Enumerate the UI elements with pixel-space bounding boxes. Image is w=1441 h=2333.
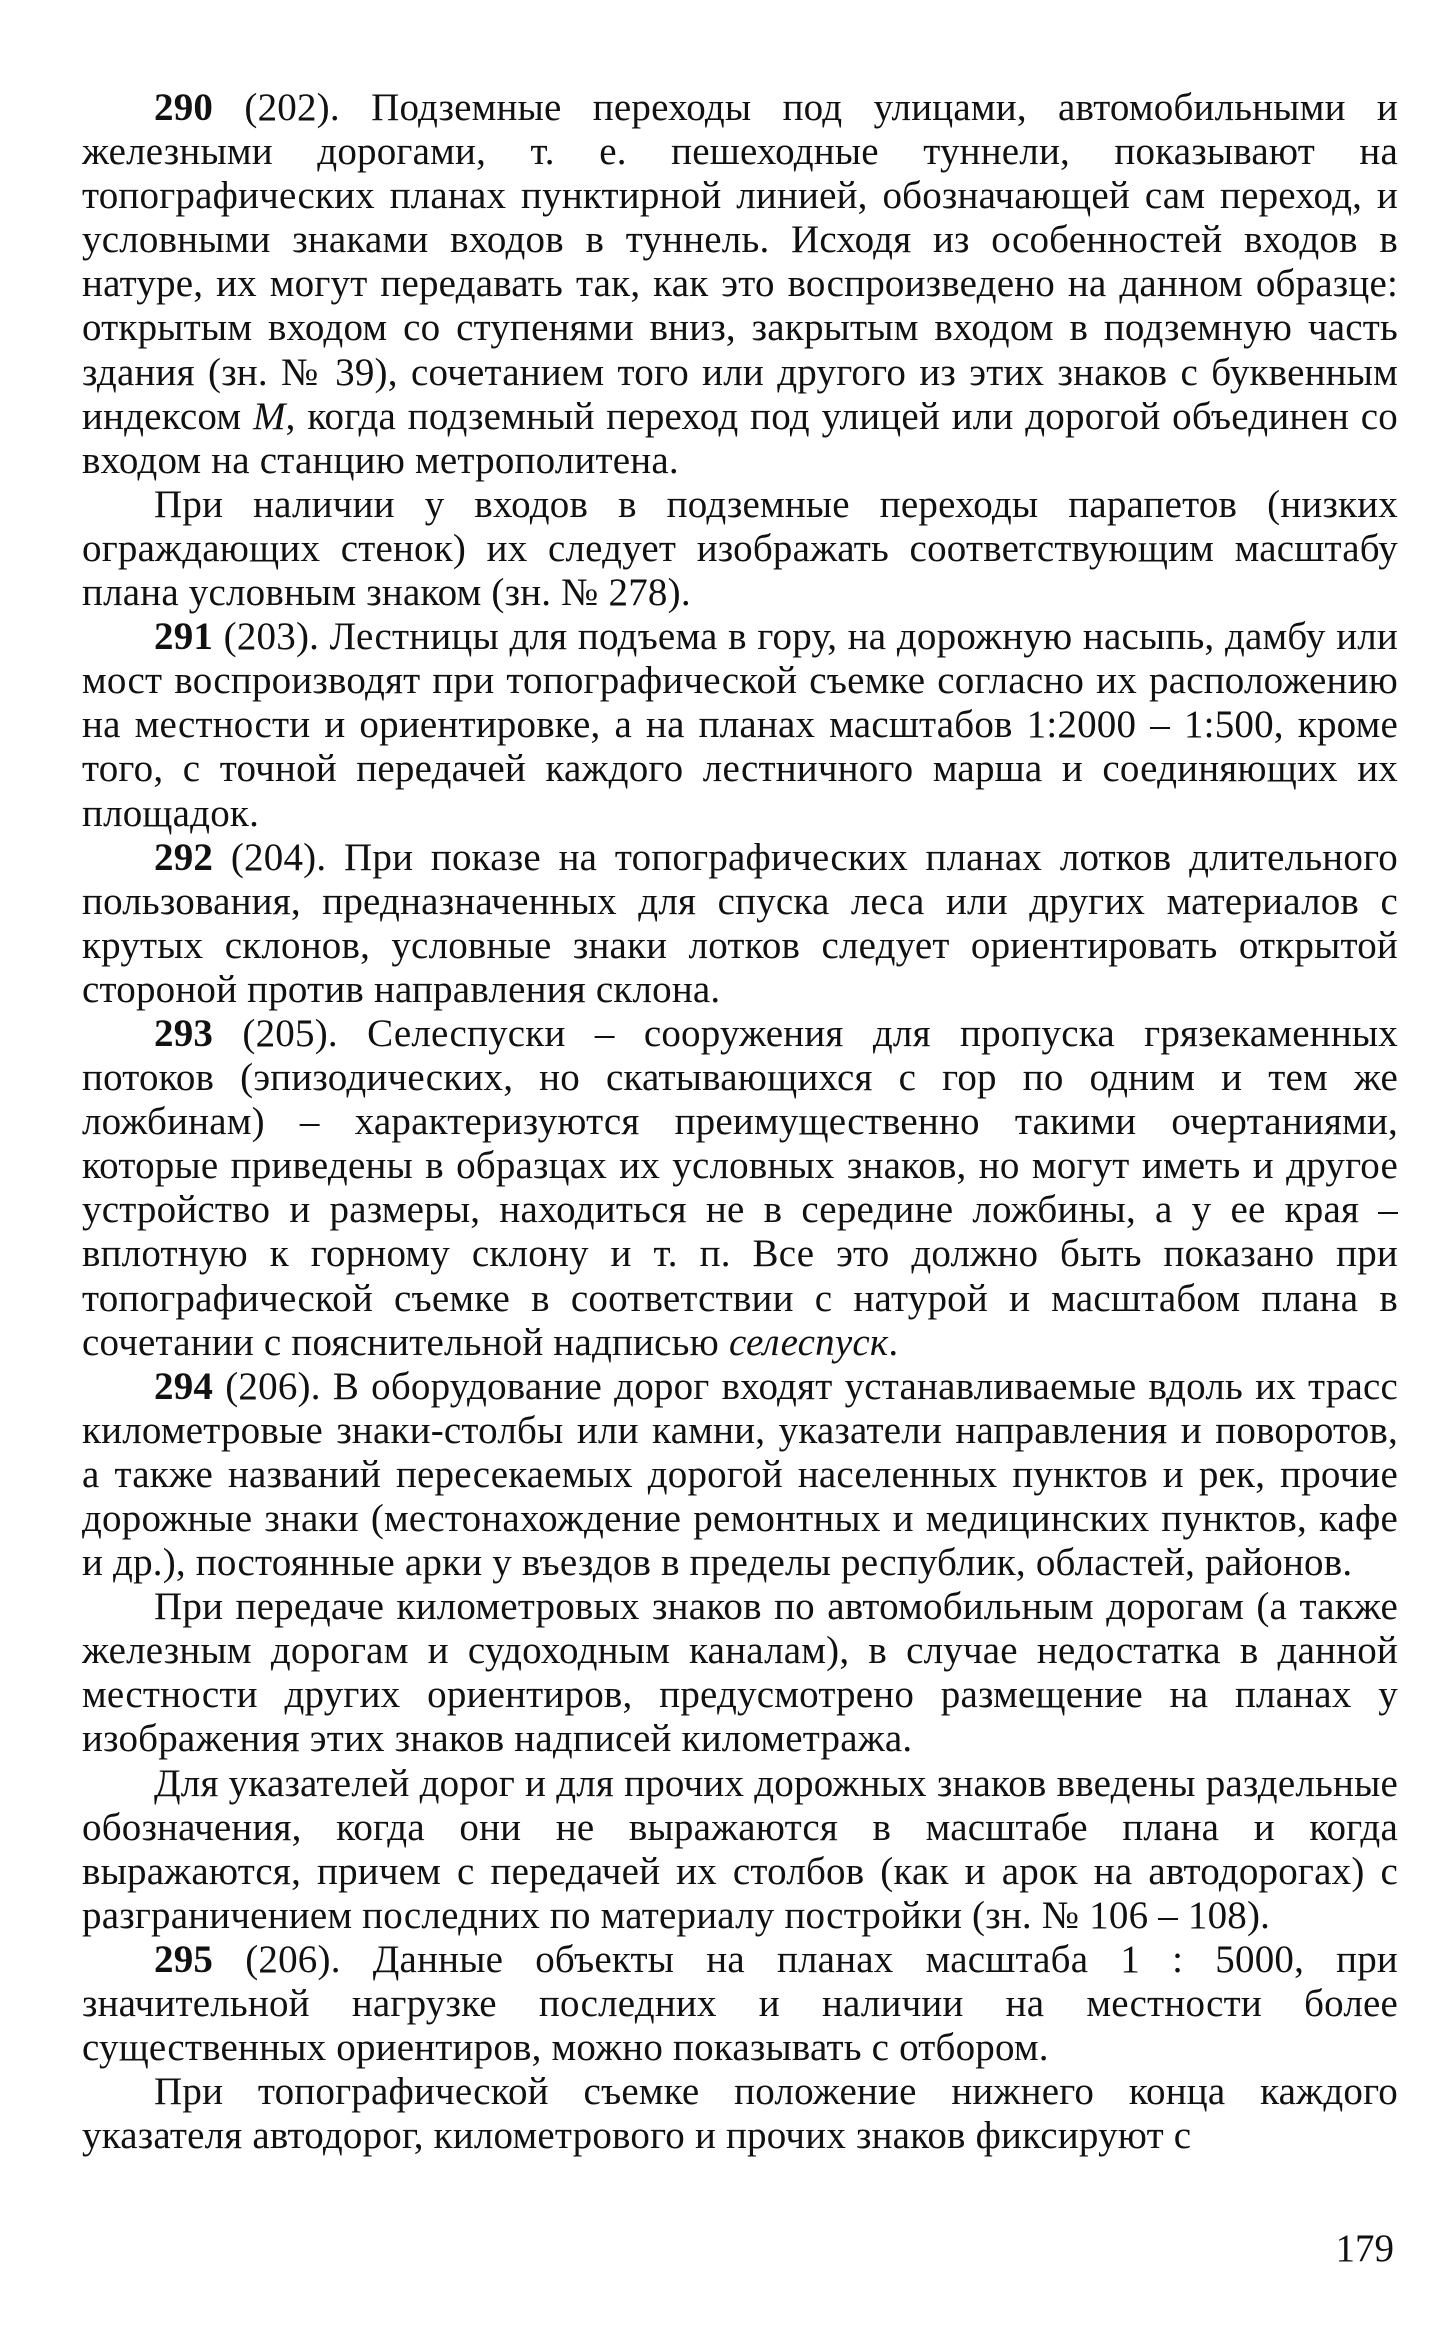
page-number: 179 — [1335, 2227, 1394, 2270]
paragraph-290 — [82, 86, 1398, 483]
document-body — [82, 86, 1398, 2158]
paragraph-number: 292 — [154, 835, 214, 879]
paragraph-text: Данные объекты на планах масштаба 1 : 5000, при значительной нагрузке последних и наличии на местности более существенных ориентиров, можно показывать с отбором. — [82, 1937, 1398, 2070]
paragraph-293 — [82, 1012, 1398, 1365]
paragraph-text: При наличии у входов в подземные переходы парапетов (низких ограждающих стенок) их следует изображать соответствующим масштабу плана условным знаком (зн. № 278). — [82, 482, 1398, 615]
paragraph-ref: (206). — [213, 1937, 373, 1981]
paragraph-text: Лестницы для подъема в гору, на дорожную насыпь, дамбу или мост воспроизводят при топографической съемке согласно их расположению на местности и ориентировке, а на планах масштабов 1:2000 – 1:500, кроме того, с точной передачей каждого лестничного марша и соединяющих их площадок. — [82, 615, 1398, 835]
paragraph-text: При топографической съемке положение нижнего конца каждого указателя автодорог, километрового и прочих знаков фиксируют с — [82, 2070, 1398, 2158]
paragraph-text: Подземные переходы под улицами, автомобильными и железными дорогами, т. е. пешеходные туннели, показывают на топографических планах пунктирной линией, обозначающей сам переход, и условными знаками входов в туннель. Исходя из особенностей входов в натуре, их могут передавать так, как это воспроизведено на данном образце: открытым входом со ступенями вниз, закрытым входом в подземную часть здания (зн. № 39), сочетанием того или другого из этих знаков с буквенным индексом — [82, 86, 1398, 438]
paragraph-number: 295 — [154, 1937, 214, 1981]
paragraph-ref: (206). — [213, 1364, 333, 1408]
paragraph-text: При передаче километровых знаков по автомобильным дорогам (а также железным дорогам и судоходным каналам), в случае недостатка в данной местности других ориентиров, предусмотрено размещение на планах у изображения этих знаков надписей километража. — [82, 1585, 1398, 1761]
paragraph-ref: (204). — [213, 835, 345, 879]
italic-term: селеспуск — [728, 1320, 889, 1364]
paragraph-text: , когда подземный переход под улицей или дорогой объединен со входом на станцию метрополитена. — [82, 394, 1399, 482]
paragraph-292 — [82, 836, 1398, 1012]
paragraph-ref: (205). — [213, 1011, 368, 1055]
paragraph-ref: (202). — [213, 86, 372, 129]
paragraph-text: Для указателей дорог и для прочих дорожных знаков введены раздельные обозначения, когда они не выражаются в масштабе плана и когда выражаются, причем с передачей их столбов (как и арок на автодорогах) с разграничением последних по материалу постройки (зн. № 106 – 108). — [82, 1761, 1398, 1937]
paragraph-294-continued-a — [82, 1585, 1398, 1761]
paragraph-text: В оборудование дорог входят устанавливаемые вдоль их трасс километровые знаки-столбы или камни, указатели направления и поворотов, а также названий пересекаемых дорогой населенных пунктов и рек, прочие дорожные знаки (местонахождение ремонтных и медицинских пунктов, кафе и др.), постоянные арки у въездов в пределы республик, областей, районов. — [82, 1364, 1399, 1585]
paragraph-number: 290 — [154, 86, 214, 129]
paragraph-number: 291 — [154, 615, 214, 659]
paragraph-294-continued-b — [82, 1762, 1398, 1938]
paragraph-ref: (203). — [213, 615, 330, 659]
paragraph-text: . — [888, 1320, 899, 1364]
paragraph-294 — [82, 1365, 1398, 1585]
paragraph-text: Селеспуски – сооружения для пропуска грязекаменных потоков (эпизодических, но скатывающихся с гор по одним и тем же ложбинам) – характеризуются преимущественно такими очертаниями, которые приведены в образцах их условных знаков, но могут иметь и другое устройство и размеры, находиться не в середине ложбины, а у ее края – вплотную к горному склону и т. п. Все это должно быть показано при топографической съемке в соответствии с натурой и масштабом плана в сочетании с пояснительной надписью — [82, 1011, 1399, 1364]
paragraph-number: 294 — [154, 1364, 214, 1408]
paragraph-295 — [82, 1938, 1398, 2070]
italic-index: М — [252, 394, 286, 438]
paragraph-291 — [82, 615, 1398, 835]
paragraph-number: 293 — [154, 1011, 214, 1055]
paragraph-290-continued — [82, 483, 1398, 615]
paragraph-295-continued — [82, 2070, 1398, 2158]
paragraph-text: При показе на топографических планах лотков длительного пользования, предназначенных для спуска леса или других материалов с крутых склонов, условные знаки лотков следует ориентировать открытой стороной против направления склона. — [82, 835, 1399, 1011]
